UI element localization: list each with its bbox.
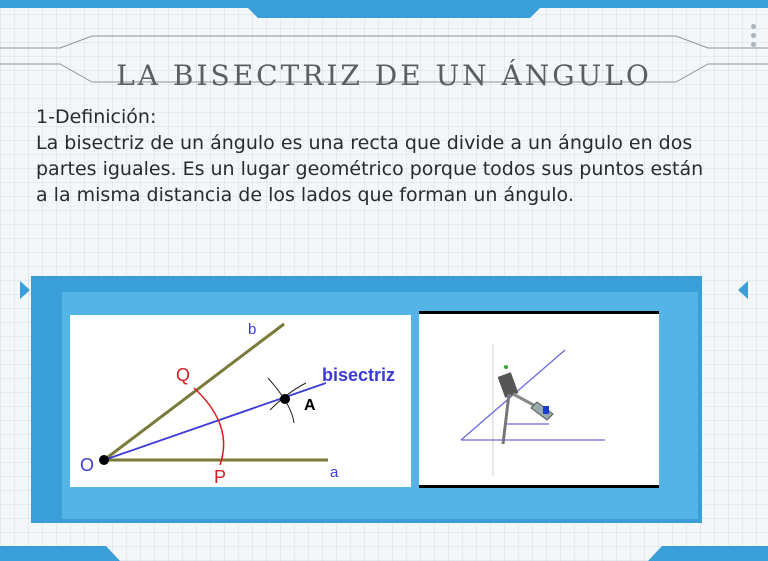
bottom-left-accent bbox=[0, 546, 120, 561]
green-point bbox=[504, 365, 508, 369]
definition-block bbox=[36, 104, 716, 208]
triangle-left-icon[interactable] bbox=[738, 281, 748, 299]
label-a-point: A bbox=[304, 397, 316, 414]
definition-heading: 1-Definición: bbox=[36, 106, 157, 128]
compass-illustration bbox=[419, 311, 659, 488]
label-p: P bbox=[214, 467, 227, 487]
bisector-line bbox=[104, 383, 326, 460]
label-o: O bbox=[80, 455, 95, 475]
label-q: Q bbox=[176, 365, 191, 385]
top-accent-bar bbox=[0, 0, 768, 8]
bottom-right-accent bbox=[648, 546, 768, 561]
slide-title: LA BISECTRIZ DE UN ÁNGULO bbox=[116, 58, 652, 92]
bisector-diagram bbox=[70, 315, 411, 487]
compass-icon bbox=[498, 372, 553, 444]
point-o bbox=[99, 455, 109, 465]
vertical-dots-icon[interactable] bbox=[750, 24, 758, 51]
label-a-side: a bbox=[330, 464, 339, 481]
label-b: b bbox=[248, 321, 257, 338]
definition-text: La bisectriz de un ángulo es una recta que divide a un ángulo en dos partes iguales. Es un lugar geométrico porque todos sus puntos están a la misma distancia de los lados que forman un ángulo. bbox=[36, 132, 704, 206]
label-bisectriz: bisectriz bbox=[322, 365, 396, 385]
top-accent-tab bbox=[248, 8, 540, 18]
side-b-line bbox=[104, 324, 284, 460]
triangle-right-icon[interactable] bbox=[20, 281, 30, 299]
point-a bbox=[280, 394, 290, 404]
